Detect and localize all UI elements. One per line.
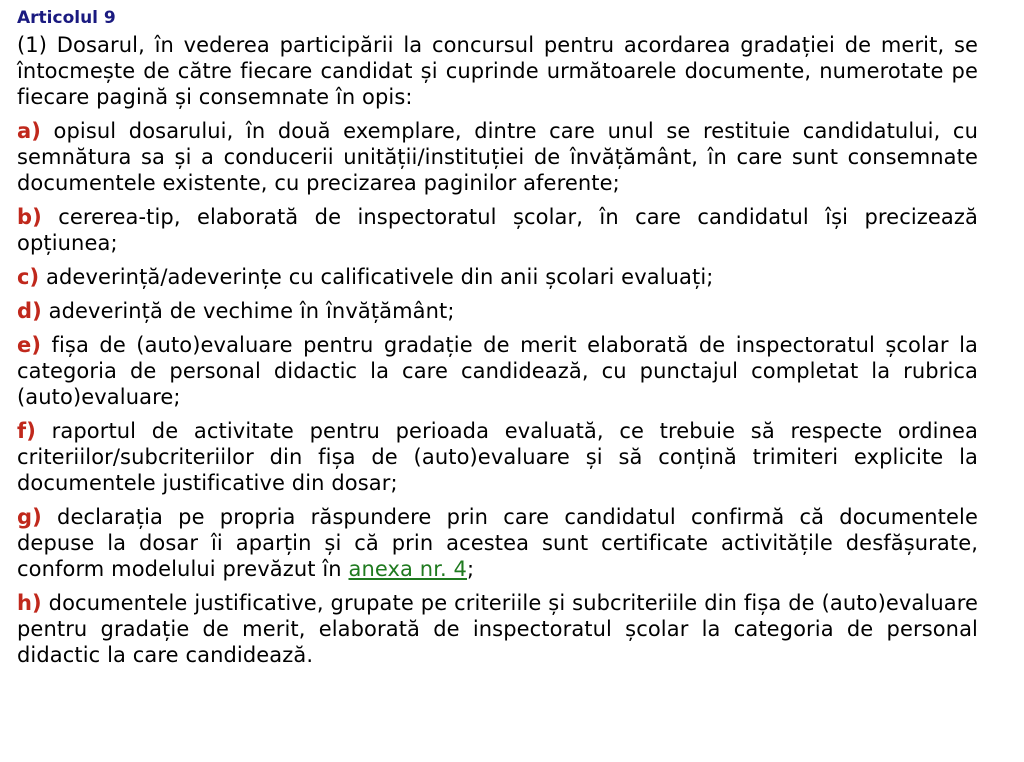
paragraph-1-text: (1) Dosarul, în vederea participării la concursul pentru acordarea gradației de merit, se întocmește de către fiecare candidat și cuprinde următoarele documente, numerotate pe fiecare pagină și consemnate în opis: bbox=[17, 33, 978, 109]
item-text: documentele justificative, grupate pe criteriile și subcriteriile din fișa de (auto)evaluare pentru gradație de merit, elaborată de inspectoratul școlar la categoria de personal didactic la care candidează. bbox=[17, 591, 978, 667]
item-letter: c) bbox=[17, 265, 40, 289]
paragraph-1 bbox=[17, 32, 978, 110]
list-item-c bbox=[17, 264, 978, 290]
item-text: cererea-tip, elaborată de inspectoratul școlar, în care candidatul își precizează opțiunea; bbox=[17, 205, 978, 255]
article-title: Articolul 9 bbox=[17, 8, 116, 28]
item-letter: e) bbox=[17, 333, 42, 357]
item-letter: b) bbox=[17, 205, 42, 229]
list-item-b bbox=[17, 204, 978, 256]
item-text: adeverință/adeverințe cu calificativele din anii școlari evaluați; bbox=[46, 265, 714, 289]
item-text: opisul dosarului, în două exemplare, dintre care unul se restituie candidatului, cu semnătura sa și a conducerii unității/instituției de învățământ, în care sunt consemnate documentele existente, cu precizarea paginilor aferente; bbox=[17, 119, 978, 195]
item-text: fișa de (auto)evaluare pentru gradație de merit elaborată de inspectoratul școlar la categoria de personal didactic la care candidează, cu punctajul completat la rubrica (auto)evaluare; bbox=[17, 333, 978, 409]
list-item-f bbox=[17, 418, 978, 496]
list-item-h bbox=[17, 590, 978, 668]
item-text: declarația pe propria răspundere prin care candidatul confirmă că documentele depuse la dosar îi aparțin și că prin acestea sunt certificate activitățile desfășurate, conform modelului prevăzut în bbox=[17, 505, 978, 581]
item-letter: g) bbox=[17, 505, 42, 529]
list-item-d bbox=[17, 298, 978, 324]
item-text: adeverință de vechime în învățământ; bbox=[48, 299, 455, 323]
item-letter: d) bbox=[17, 299, 42, 323]
anexa-link[interactable]: anexa nr. 4 bbox=[348, 557, 468, 581]
list-item-a bbox=[17, 118, 978, 196]
item-text-end: ; bbox=[467, 557, 475, 581]
item-letter: a) bbox=[17, 119, 41, 143]
item-text: raportul de activitate pentru perioada evaluată, ce trebuie să respecte ordinea criteriilor/subcriteriilor din fișa de (auto)evaluare și să conțină trimiteri explicite la documentele justificative din dosar; bbox=[17, 419, 979, 495]
item-letter: f) bbox=[17, 419, 36, 443]
list-item-g bbox=[17, 504, 978, 582]
item-letter: h) bbox=[17, 591, 42, 615]
list-item-e bbox=[17, 332, 978, 410]
